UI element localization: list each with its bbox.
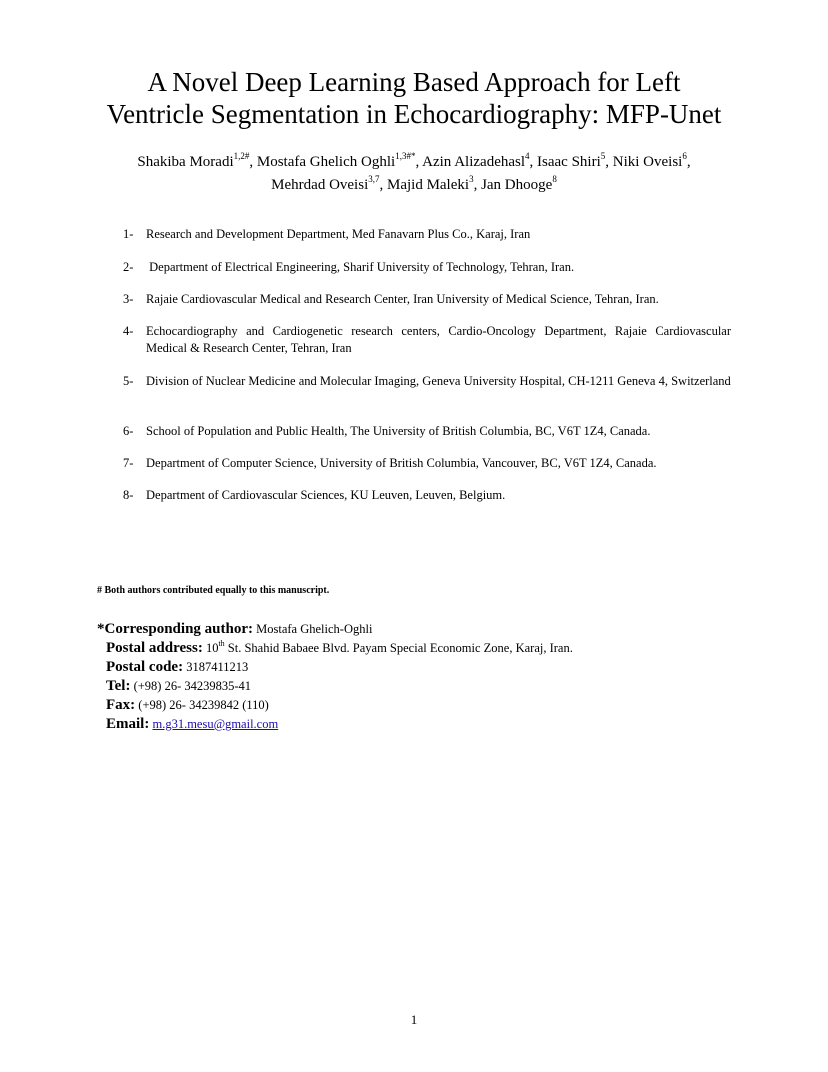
postal-address-label: Postal address: xyxy=(106,640,203,656)
author-affiliation-marks: 3 xyxy=(469,174,474,184)
tel-label: Tel: xyxy=(106,678,131,694)
affiliation-number: 4- xyxy=(123,324,134,338)
author-affiliation-marks: 3,7 xyxy=(368,174,380,184)
author-name: Niki Oveisi xyxy=(612,154,683,170)
author-affiliation-marks: 8 xyxy=(552,174,557,184)
postal-code-value: 3187411213 xyxy=(186,660,249,674)
email-link[interactable]: m.g31.mesu@gmail.com xyxy=(152,717,279,731)
author-name: Mostafa Ghelich Oghli xyxy=(256,154,396,170)
title-line-2: Ventricle Segmentation in Echocardiography: MFP-Unet xyxy=(106,99,722,129)
author xyxy=(481,174,557,193)
author-name: Isaac Shiri xyxy=(537,154,601,170)
author-affiliation-marks: 4 xyxy=(525,151,530,161)
affiliation-number: 7- xyxy=(123,456,134,470)
postal-code-row xyxy=(97,658,573,677)
title-line-1: A Novel Deep Learning Based Approach for Left xyxy=(147,67,681,97)
affiliation-number: 8- xyxy=(123,488,134,502)
postal-code-label: Postal code: xyxy=(106,659,184,675)
affiliation-text: Rajaie Cardiovascular Medical and Research Center, Iran University of Medical Science, Tehran, Iran. xyxy=(146,292,659,306)
affiliation-item xyxy=(118,323,731,357)
tel-row xyxy=(97,677,573,696)
affiliation-number: 5- xyxy=(123,374,134,388)
email-row xyxy=(97,715,573,734)
author xyxy=(256,151,423,170)
affiliation-item xyxy=(118,455,731,472)
affiliation-number: 2- xyxy=(123,260,134,274)
contribution-note: # Both authors contributed equally to this manuscript. xyxy=(97,585,330,596)
author-line-2 xyxy=(60,174,768,197)
author-separator: , xyxy=(473,177,482,193)
contact-block xyxy=(97,620,573,734)
corresponding-author-label: *Corresponding author: xyxy=(97,621,253,637)
affiliation-number: 1- xyxy=(123,227,134,241)
affiliation-item xyxy=(118,226,731,243)
author xyxy=(271,174,387,193)
author-name: Mehrdad Oveisi xyxy=(271,177,369,193)
author-separator: , xyxy=(249,154,257,170)
fax-value: (+98) 26- 34239842 (110) xyxy=(138,698,269,712)
affiliation-text: Department of Computer Science, University of British Columbia, Vancouver, BC, V6T 1Z4, Canada. xyxy=(146,456,657,470)
author xyxy=(422,151,538,170)
author-line-1 xyxy=(60,151,768,174)
author-name: Azin Alizadehasl xyxy=(422,154,526,170)
paper-title xyxy=(40,66,788,130)
author-affiliation-marks: 5 xyxy=(600,151,606,161)
author-name: Jan Dhooge xyxy=(481,177,553,193)
postal-address-number: 10 xyxy=(205,641,219,655)
affiliation-item xyxy=(118,373,731,390)
postal-address-row xyxy=(97,639,573,658)
fax-label: Fax: xyxy=(106,697,136,713)
author-name: Majid Maleki xyxy=(386,177,470,193)
author-affiliation-marks: 6 xyxy=(682,151,687,161)
affiliation-text: Division of Nuclear Medicine and Molecular Imaging, Geneva University Hospital, CH-1211 Geneva 4, Switzerland xyxy=(146,374,731,388)
author-separator: , xyxy=(529,154,538,170)
author-list xyxy=(60,151,768,197)
affiliation-item xyxy=(118,291,731,308)
author-affiliation-marks: 1,2# xyxy=(233,151,250,161)
email-label: Email: xyxy=(106,716,150,732)
affiliation-text: Echocardiography and Cardiogenetic research centers, Cardio-Oncology Department, Rajaie Cardiovascular Medical & Research Center, Tehran, Iran xyxy=(146,324,731,355)
fax-row xyxy=(97,696,573,715)
page-number: 1 xyxy=(410,1012,418,1027)
author-separator: , xyxy=(605,154,613,170)
author-separator: , xyxy=(415,154,423,170)
affiliation-item xyxy=(118,259,731,276)
affiliation-item xyxy=(118,423,731,440)
affiliation-text: School of Population and Public Health, The University of British Columbia, BC, V6T 1Z4, Canada. xyxy=(146,424,651,438)
author xyxy=(612,151,691,170)
affiliation-number: 6- xyxy=(123,424,134,438)
affiliation-text: Research and Development Department, Med Fanavarn Plus Co., Karaj, Iran xyxy=(146,227,531,241)
corresponding-author-value: Mostafa Ghelich-Oghli xyxy=(256,622,373,636)
author-separator: , xyxy=(379,177,387,193)
postal-address-value xyxy=(205,638,573,655)
postal-address-ordinal: th xyxy=(218,638,225,648)
author xyxy=(537,151,613,170)
author xyxy=(386,174,482,193)
author-separator: , xyxy=(686,154,691,170)
author-name: Shakiba Moradi xyxy=(137,154,234,170)
affiliation-text: Department of Electrical Engineering, Sharif University of Technology, Tehran, Iran. xyxy=(146,260,575,274)
affiliation-item xyxy=(118,487,731,504)
tel-value: (+98) 26- 34239835-41 xyxy=(133,679,252,693)
author-affiliation-marks: 1,3#* xyxy=(395,151,416,161)
affiliation-number: 3- xyxy=(123,292,134,306)
affiliation-text: Department of Cardiovascular Sciences, KU Leuven, Leuven, Belgium. xyxy=(146,488,506,502)
author xyxy=(137,151,257,170)
corresponding-author-row xyxy=(97,620,573,639)
postal-address-rest: St. Shahid Babaee Blvd. Payam Special Economic Zone, Karaj, Iran. xyxy=(224,641,573,655)
